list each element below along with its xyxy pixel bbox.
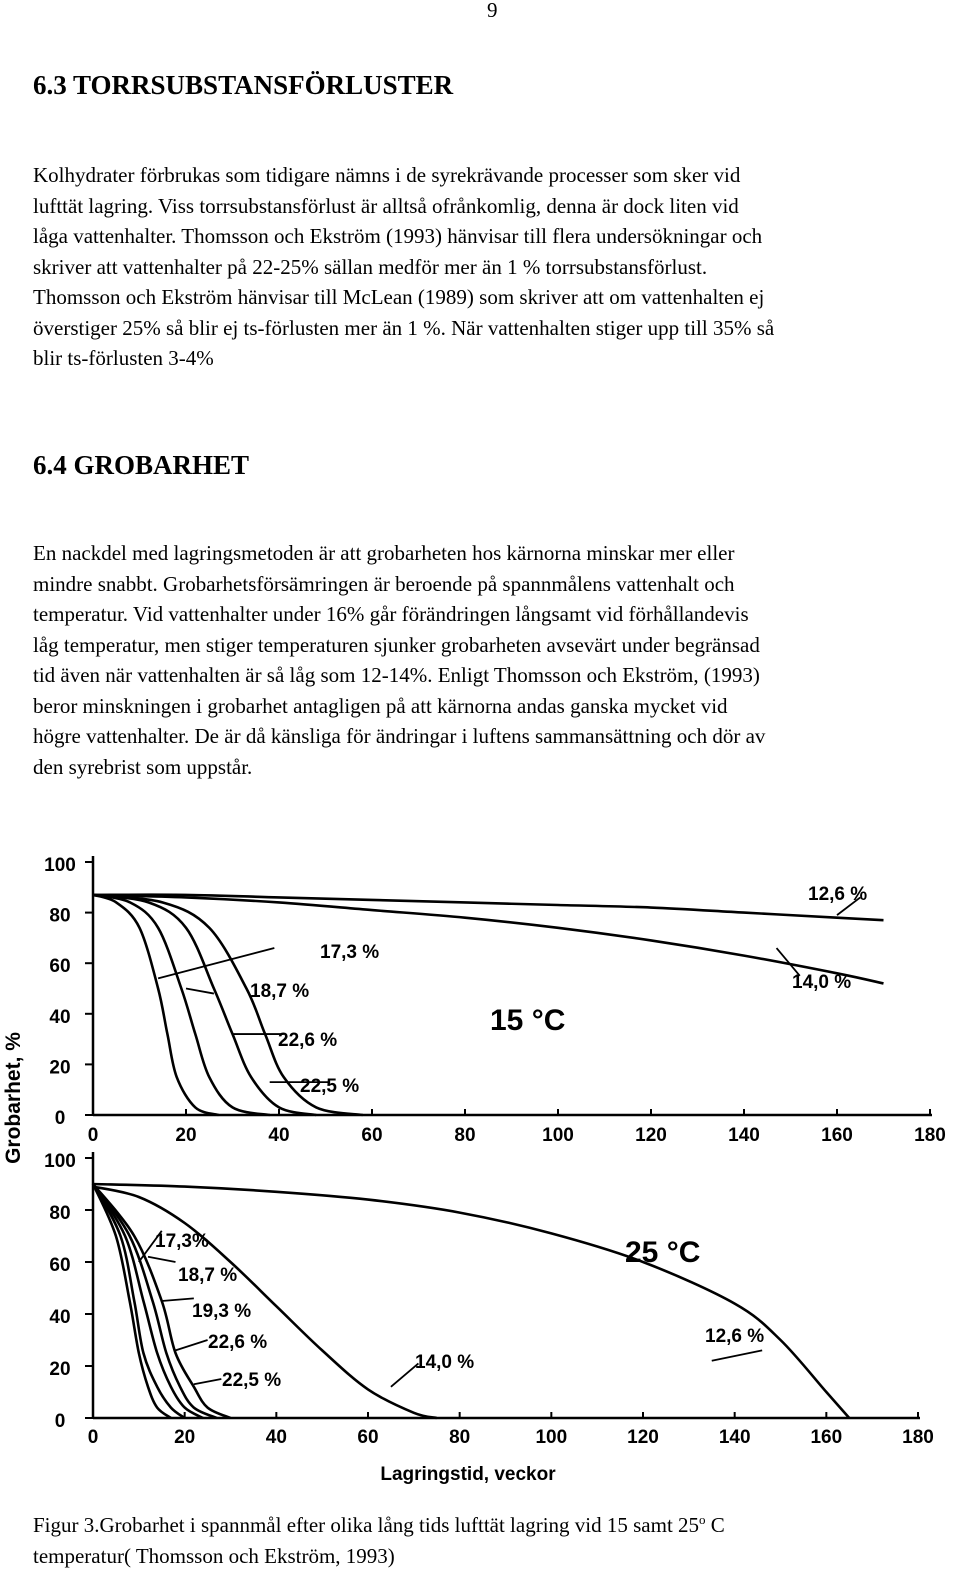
series-line: [93, 895, 270, 1115]
x-axis-label: Lagringstid, veckor: [380, 1464, 556, 1485]
paragraph-line: överstiger 25% så blir ej ts-förlusten mer än 1 %. När vattenhalten stiger upp till 35% så: [33, 315, 775, 340]
series-label: 18,7 %: [178, 1265, 238, 1286]
x-tick-label: 100: [535, 1427, 568, 1448]
caption-text: Figur 3.Grobarhet i spannmål efter olika lång tids lufttät lagring vid 15 samt 25: [33, 1513, 700, 1537]
caption-line-2: temperatur( Thomsson och Ekström, 1993): [33, 1543, 395, 1568]
series-label: 12,6 %: [808, 884, 868, 905]
x-tick-label: 60: [361, 1125, 383, 1146]
series-leader-line: [162, 1298, 194, 1301]
paragraph-line: mindre snabbt. Grobarhetsförsämringen är beroende på spannmålens vattenhalt och: [33, 571, 735, 596]
x-tick-label: 120: [627, 1427, 659, 1448]
germination-figure: [0, 840, 960, 1500]
series-label: 19,3 %: [192, 1301, 252, 1322]
y-tick-label: 100: [44, 855, 76, 876]
y-tick-label: 80: [49, 905, 71, 927]
x-tick-label: 40: [268, 1125, 290, 1146]
series-label: 17,3 %: [320, 942, 380, 963]
page-number: 9: [487, 0, 498, 22]
paragraph-line: temperatur. Vid vattenhalter under 16% går förändringen långsamt vid förhållandevis: [33, 602, 749, 626]
temperature-label: 15 °C: [490, 1004, 566, 1037]
x-tick-label: 100: [542, 1125, 574, 1146]
series-leader-line: [186, 989, 214, 994]
y-tick-label: 80: [49, 1203, 71, 1224]
series-label: 22,6 %: [278, 1030, 338, 1051]
series-label: 22,6 %: [208, 1332, 268, 1353]
series-line: [93, 895, 219, 1115]
section-heading-grobarhet: 6.4 GROBARHET: [33, 450, 250, 480]
x-tick-label: 140: [718, 1427, 751, 1448]
y-tick-label: 60: [49, 1255, 71, 1276]
series-label: 14,0 %: [792, 972, 852, 993]
x-tick-label: 20: [175, 1125, 197, 1146]
y-tick-label: 100: [44, 1151, 76, 1172]
paragraph-line: lufttät lagring. Viss torrsubstansförlust är alltså ofrånkomlig, denna är dock liten vid: [33, 193, 739, 218]
y-tick-label: 40: [49, 1307, 71, 1328]
paragraph-line: den syrebrist som uppstår.: [33, 754, 253, 779]
series-label: 18,7 %: [250, 981, 310, 1002]
x-tick-label: 180: [902, 1427, 934, 1448]
paragraph-line: låg temperatur, men stiger temperaturen sjunker grobarheten avsevärt under begränsad: [33, 632, 760, 657]
x-tick-label: 180: [914, 1125, 946, 1146]
y-tick-label: 60: [49, 956, 71, 978]
series-label: 12,6 %: [705, 1326, 765, 1347]
paragraph-line: låga vattenhalter. Thomsson och Ekström (1993) hänvisar till flera undersökningar och: [33, 224, 763, 248]
y-axis-label: Grobarhet, %: [2, 1032, 25, 1164]
figure-caption: [33, 1510, 725, 1571]
caption-line-1: [33, 1510, 725, 1541]
x-tick-label: 60: [357, 1427, 379, 1448]
series-leader-line: [176, 1340, 208, 1350]
x-tick-label: 160: [810, 1427, 843, 1448]
paragraph-torrsubstans: [33, 160, 774, 374]
series-leader-line: [712, 1350, 762, 1360]
x-tick-label: 120: [635, 1125, 667, 1146]
series-label: 22,5 %: [300, 1076, 360, 1097]
x-tick-label: 40: [265, 1427, 287, 1448]
series-label: 22,5 %: [222, 1370, 282, 1391]
y-tick-label: 0: [54, 1108, 66, 1129]
x-tick-label: 0: [87, 1125, 99, 1146]
y-tick-label: 40: [49, 1006, 71, 1028]
x-tick-label: 140: [728, 1125, 760, 1146]
section-heading-torrsubstans: 6.3 TORRSUBSTANSFÖRLUSTER: [33, 70, 454, 100]
series-line: [93, 895, 884, 984]
paragraph-line: blir ts-förlusten 3-4%: [33, 346, 214, 370]
caption-degree: o: [699, 1512, 706, 1527]
paragraph-line: tid även när vattenhalten är så låg som 12-14%. Enligt Thomsson och Ekström, (1993): [33, 663, 760, 687]
paragraph-grobarhet: [33, 538, 765, 782]
x-tick-label: 0: [87, 1427, 99, 1448]
y-tick-label: 20: [49, 1359, 71, 1380]
x-tick-label: 80: [449, 1427, 471, 1448]
series-line: [93, 1184, 171, 1418]
series-label: 17,3%: [155, 1231, 209, 1252]
series-label: 14,0 %: [415, 1352, 475, 1373]
paragraph-line: Kolhydrater förbrukas som tidigare nämns i de syrekrävande processer som sker vid: [33, 163, 741, 187]
paragraph-line: Thomsson och Ekström hänvisar till McLean (1989) som skriver att om vattenhalten ej: [33, 285, 765, 309]
paragraph-line: högre vattenhalter. De är då känsliga för ändringar i luftens sammansättning och dör av: [33, 724, 766, 748]
paragraph-line: skriver att vattenhalter på 22-25% sällan medför mer än 1 % torrsubstansförlust.: [33, 254, 708, 279]
temperature-label: 25 °C: [625, 1236, 701, 1269]
x-tick-label: 160: [821, 1125, 853, 1146]
paragraph-line: En nackdel med lagringsmetoden är att grobarheten hos kärnorna minskar mer eller: [33, 541, 735, 565]
series-leader-line: [194, 1379, 222, 1384]
y-tick-label: 0: [54, 1411, 66, 1432]
caption-unit: C: [705, 1513, 725, 1537]
x-tick-label: 80: [454, 1125, 476, 1146]
paragraph-line: beror minskningen i grobarhet antagligen på att kärnorna andas ganska mycket vid: [33, 693, 728, 718]
y-tick-label: 20: [49, 1057, 71, 1079]
x-tick-label: 20: [174, 1427, 196, 1448]
series-leader-line: [148, 1257, 176, 1262]
